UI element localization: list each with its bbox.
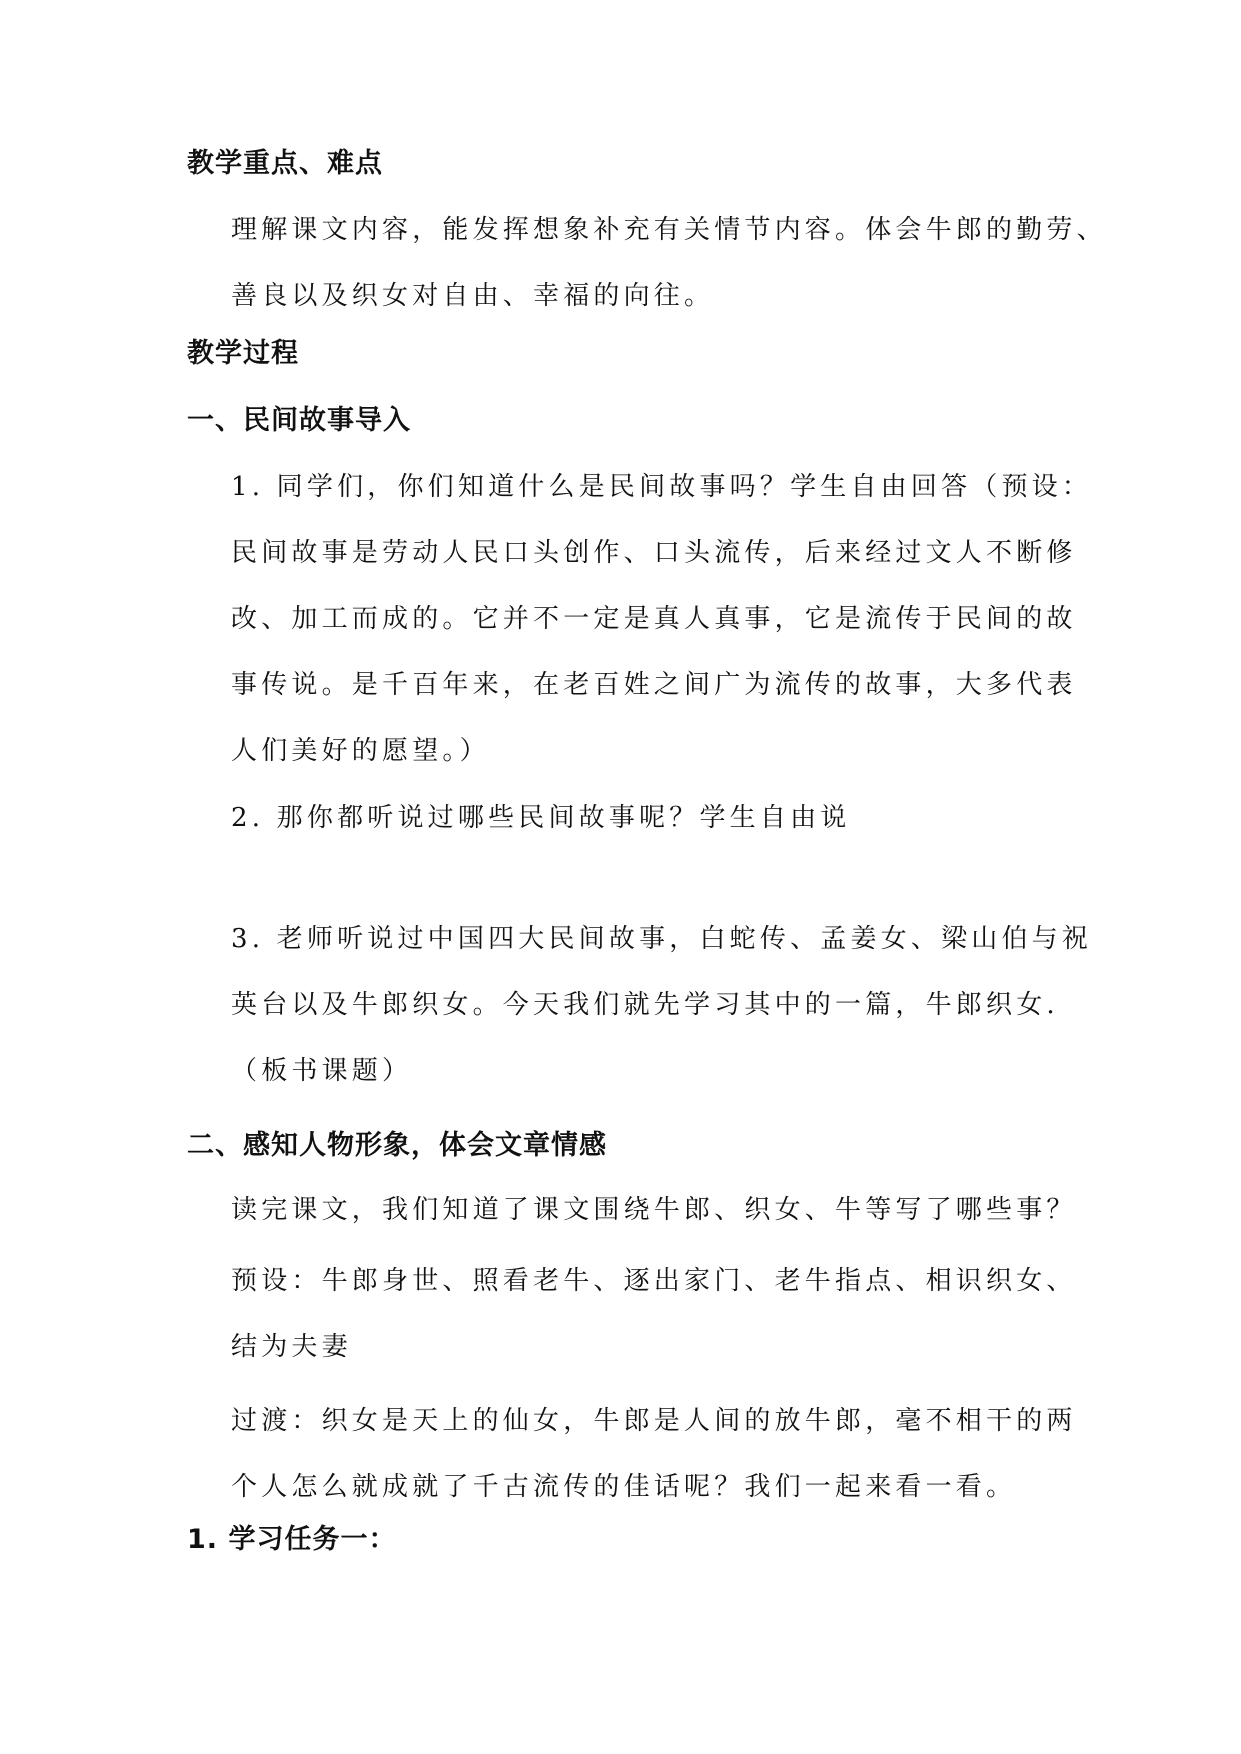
item-2-paragraph [231, 785, 1061, 851]
preset-paragraph [231, 1248, 1077, 1380]
paragraph-line: 改、加工而成的。它并不一定是真人真事，它是流传于民间的故 [231, 604, 1077, 634]
transition-paragraph [231, 1388, 1077, 1520]
paragraph-line: 事传说。是千百年来，在老百姓之间广为流传的故事，大多代表 [231, 670, 1077, 700]
heading-teaching-process: 教学过程 [187, 338, 299, 369]
item-3-paragraph [231, 906, 1093, 1104]
read-question-paragraph [231, 1177, 1077, 1243]
paragraph-line: 预设：牛郎身世、照看老牛、逐出家门、老牛指点、相识织女、 [231, 1266, 1077, 1296]
paragraph-line: 读完课文，我们知道了课文围绕牛郎、织女、牛等写了哪些事？ [231, 1195, 1077, 1225]
key-points-paragraph [231, 197, 1107, 329]
heading-section-2: 二、感知人物形象，体会文章情感 [187, 1130, 607, 1161]
paragraph-line: 过渡：织女是天上的仙女，牛郎是人间的放牛郎，毫不相干的两 [231, 1406, 1077, 1436]
item-1-paragraph [231, 454, 1093, 784]
paragraph-line: 民间故事是劳动人民口头创作、口头流传，后来经过文人不断修 [231, 538, 1077, 568]
heading-section-1: 一、民间故事导入 [187, 405, 411, 436]
paragraph-line: 理解课文内容，能发挥想象补充有关情节内容。体会牛郎的勤劳、 [231, 215, 1107, 245]
paragraph-line: （板书课题） [231, 1056, 413, 1086]
paragraph-line: 2. 那你都听说过哪些民间故事呢？学生自由说 [231, 803, 851, 833]
paragraph-line: 1. 同学们，你们知道什么是民间故事吗？学生自由回答（预设： [231, 472, 1093, 502]
heading-task-1: 1. 学习任务一： [187, 1524, 397, 1555]
paragraph-line: 善良以及织女对自由、幸福的向往。 [231, 281, 715, 311]
paragraph-line: 英台以及牛郎织女。今天我们就先学习其中的一篇，牛郎织女. [231, 990, 1059, 1020]
paragraph-line: 个人怎么就成就了千古流传的佳话呢？我们一起来看一看。 [231, 1472, 1017, 1502]
paragraph-line: 结为夫妻 [231, 1332, 352, 1362]
heading-key-points: 教学重点、难点 [187, 148, 383, 179]
paragraph-line: 3. 老师听说过中国四大民间故事，白蛇传、孟姜女、梁山伯与祝 [231, 924, 1093, 954]
paragraph-line: 人们美好的愿望。） [231, 736, 490, 766]
